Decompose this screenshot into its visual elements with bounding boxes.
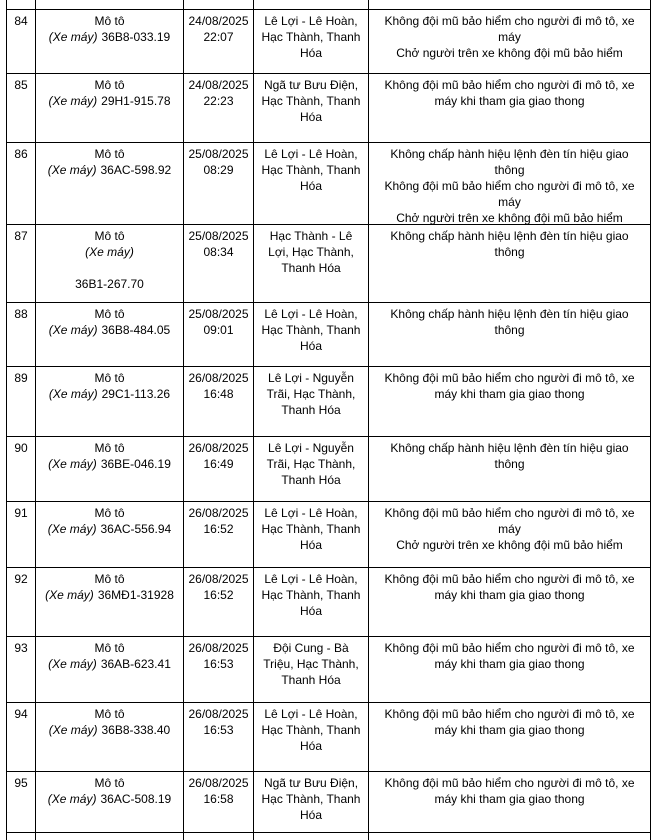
violation-date: 25/08/2025 (188, 229, 249, 243)
vehicle-type: Mô tô (94, 707, 125, 721)
violation-cell (368, 143, 651, 225)
vehicle-line2 (38, 322, 181, 338)
datetime-cell (183, 143, 253, 225)
vehicle-subtype: (Xe máy) (48, 723, 98, 737)
vehicle-line2 (38, 656, 181, 672)
vehicle-subtype: (Xe máy) (85, 245, 134, 259)
violations-table (6, 0, 651, 840)
datetime-cell (183, 367, 253, 437)
vehicle-line2 (38, 386, 181, 402)
violation-cell (368, 437, 651, 502)
violation-line: Không đội mũ bảo hiểm cho người đi mô tô, xe máy khi tham gia giao thong (384, 776, 635, 806)
vehicle-subtype: (Xe máy) (48, 323, 98, 337)
violation-cell (368, 637, 651, 703)
datetime-cell (183, 225, 253, 303)
row-number: 92 (6, 568, 35, 637)
vehicle-type: Mô tô (94, 641, 125, 655)
partial-row-top (6, 0, 651, 10)
violation-line: Không đội mũ bảo hiểm cho người đi mô tô, xe máy khi tham gia giao thong (384, 641, 635, 671)
vehicle-line2 (38, 162, 181, 178)
vehicle-plate-block: 36B1-267.70 (75, 277, 144, 291)
location-cell: Lê Lợi - Lê Hoàn, Hạc Thành, Thanh Hóa (253, 703, 368, 772)
vehicle-cell (35, 502, 183, 568)
row-number: 91 (6, 502, 35, 568)
violation-line: Không chấp hành hiệu lệnh đèn tín hiệu giao thông (390, 307, 629, 337)
vehicle-line2 (38, 722, 181, 738)
vehicle-gap (38, 260, 181, 276)
vehicle-subtype: (Xe máy) (47, 522, 97, 536)
vehicle-subtype: (Xe máy) (48, 30, 98, 44)
violation-time: 08:34 (203, 245, 234, 259)
vehicle-plate: 36B8-338.40 (101, 723, 171, 737)
table-row (6, 502, 651, 568)
violation-cell (368, 703, 651, 772)
location-cell: Lê Lợi - Lê Hoàn, Hạc Thành, Thanh Hóa (253, 10, 368, 74)
partial-cell (368, 833, 651, 840)
vehicle-plate: 36AC-556.94 (100, 522, 172, 536)
datetime-cell (183, 437, 253, 502)
violation-cell (368, 502, 651, 568)
vehicle-plate: 36MĐ1-31928 (97, 588, 174, 602)
vehicle-line2 (38, 521, 181, 537)
violation-date: 26/08/2025 (188, 641, 249, 655)
location-cell: Ngã tư Bưu Điện, Hạc Thành, Thanh Hóa (253, 74, 368, 143)
table-row (6, 637, 651, 703)
violation-date: 26/08/2025 (188, 707, 249, 721)
vehicle-subtype: (Xe máy) (47, 163, 97, 177)
vehicle-cell (35, 74, 183, 143)
vehicle-subtype: (Xe máy) (48, 457, 97, 471)
violation-line: Không chấp hành hiệu lệnh đèn tín hiệu giao thông (390, 229, 629, 259)
datetime-cell (183, 502, 253, 568)
table-row (6, 10, 651, 74)
row-number: 88 (6, 303, 35, 367)
violation-line: Không đội mũ bảo hiểm cho người đi mô tô, xe máy (384, 506, 635, 536)
vehicle-subtype: (Xe máy) (48, 387, 98, 401)
location-cell: Lê Lợi - Nguyễn Trãi, Hạc Thành, Thanh Hóa (253, 437, 368, 502)
partial-cell (6, 0, 35, 10)
vehicle-subtype: (Xe máy) (47, 792, 97, 806)
vehicle-plate: 29C1-113.26 (101, 387, 171, 401)
vehicle-type: Mô tô (94, 14, 125, 28)
violation-line: Không đội mũ bảo hiểm cho người đi mô tô, xe máy khi tham gia giao thong (384, 371, 635, 401)
partial-cell (253, 0, 368, 10)
row-number: 95 (6, 772, 35, 833)
vehicle-plate: 36BE-046.19 (100, 457, 171, 471)
table-row (6, 772, 651, 833)
violation-cell (368, 568, 651, 637)
row-number: 85 (6, 74, 35, 143)
vehicle-cell (35, 437, 183, 502)
violation-time: 09:01 (203, 323, 234, 337)
row-number: 86 (6, 143, 35, 225)
vehicle-line2 (38, 244, 181, 260)
table-row (6, 367, 651, 437)
violation-cell (368, 74, 651, 143)
vehicle-plate: 36AC-508.19 (100, 792, 172, 806)
table-row (6, 703, 651, 772)
violation-time: 16:52 (203, 588, 234, 602)
row-number: 94 (6, 703, 35, 772)
violation-date: 24/08/2025 (188, 14, 249, 28)
violation-line: Không đội mũ bảo hiểm cho người đi mô tô, xe máy khi tham gia giao thong (384, 707, 635, 737)
violation-date: 26/08/2025 (188, 506, 249, 520)
row-number: 87 (6, 225, 35, 303)
violation-line: Không đội mũ bảo hiểm cho người đi mô tô, xe máy (384, 179, 635, 209)
vehicle-type: Mô tô (94, 776, 125, 790)
vehicle-type: Mô tô (94, 506, 125, 520)
vehicle-cell (35, 568, 183, 637)
violation-cell (368, 10, 651, 74)
vehicle-cell (35, 637, 183, 703)
partial-cell (183, 0, 253, 10)
row-number: 93 (6, 637, 35, 703)
table-row (6, 568, 651, 637)
vehicle-plate: 36B8-484.05 (101, 323, 171, 337)
violation-time: 22:23 (203, 94, 234, 108)
violation-date: 26/08/2025 (188, 572, 249, 586)
partial-cell (253, 833, 368, 840)
vehicle-type: Mô tô (94, 147, 125, 161)
vehicle-subtype: (Xe máy) (48, 657, 97, 671)
vehicle-line2 (38, 587, 181, 603)
row-number: 84 (6, 10, 35, 74)
vehicle-subtype: (Xe máy) (45, 588, 94, 602)
datetime-cell (183, 74, 253, 143)
partial-cell (35, 0, 183, 10)
row-number: 89 (6, 367, 35, 437)
table-row (6, 143, 651, 225)
location-cell: Đội Cung - Bà Triệu, Hạc Thành, Thanh Hóa (253, 637, 368, 703)
violation-date: 24/08/2025 (188, 78, 249, 92)
vehicle-type: Mô tô (94, 78, 125, 92)
vehicle-cell (35, 10, 183, 74)
partial-cell (6, 833, 35, 840)
vehicle-cell (35, 772, 183, 833)
vehicle-type: Mô tô (94, 371, 125, 385)
vehicle-cell (35, 303, 183, 367)
partial-cell (368, 0, 651, 10)
violation-date: 26/08/2025 (188, 441, 249, 455)
violation-time: 16:52 (203, 522, 234, 536)
datetime-cell (183, 703, 253, 772)
vehicle-line2 (38, 791, 181, 807)
location-cell: Hạc Thành - Lê Lợi, Hạc Thành, Thanh Hóa (253, 225, 368, 303)
violation-date: 25/08/2025 (188, 307, 249, 321)
violation-time: 08:29 (203, 163, 234, 177)
location-cell: Lê Lợi - Lê Hoàn, Hạc Thành, Thanh Hóa (253, 143, 368, 225)
violation-date: 26/08/2025 (188, 776, 249, 790)
violation-time: 16:58 (203, 792, 234, 806)
vehicle-type: Mô tô (94, 441, 125, 455)
violation-cell (368, 772, 651, 833)
violation-time: 22:07 (203, 30, 234, 44)
table-row (6, 303, 651, 367)
vehicle-subtype: (Xe máy) (48, 94, 98, 108)
violation-line: Chở người trên xe không đội mũ bảo hiểm (396, 538, 623, 552)
datetime-cell (183, 772, 253, 833)
vehicle-type: Mô tô (94, 229, 125, 243)
vehicle-line2 (38, 93, 181, 109)
violation-time: 16:49 (203, 457, 234, 471)
vehicle-line2 (38, 456, 181, 472)
datetime-cell (183, 10, 253, 74)
table-row (6, 74, 651, 143)
location-cell: Lê Lợi - Nguyễn Trãi, Hạc Thành, Thanh Hóa (253, 367, 368, 437)
violation-cell (368, 367, 651, 437)
vehicle-type: Mô tô (94, 307, 125, 321)
datetime-cell (183, 303, 253, 367)
violation-date: 26/08/2025 (188, 371, 249, 385)
vehicle-plate: 36B8-033.19 (101, 30, 171, 44)
violation-line: Không đội mũ bảo hiểm cho người đi mô tô, xe máy khi tham gia giao thong (384, 572, 635, 602)
vehicle-cell (35, 367, 183, 437)
vehicle-plate: 36AB-623.41 (100, 657, 171, 671)
vehicle-type: Mô tô (94, 572, 125, 586)
partial-row-bottom (6, 833, 651, 840)
location-cell: Lê Lợi - Lê Hoàn, Hạc Thành, Thanh Hóa (253, 568, 368, 637)
vehicle-line2 (38, 29, 181, 45)
partial-cell (35, 833, 183, 840)
violation-line: Chở người trên xe không đội mũ bảo hiểm (396, 46, 623, 60)
violation-line: Chở người trên xe không đội mũ bảo hiểm (396, 211, 623, 225)
violation-time: 16:48 (203, 387, 234, 401)
location-cell: Ngã tư Bưu Điện, Hạc Thành, Thanh Hóa (253, 772, 368, 833)
violation-cell (368, 303, 651, 367)
violation-time: 16:53 (203, 657, 234, 671)
vehicle-cell (35, 143, 183, 225)
datetime-cell (183, 637, 253, 703)
violation-line: Không đội mũ bảo hiểm cho người đi mô tô, xe máy khi tham gia giao thong (384, 78, 635, 108)
violation-line: Không chấp hành hiệu lệnh đèn tín hiệu giao thông (390, 441, 629, 471)
row-number: 90 (6, 437, 35, 502)
violation-date: 25/08/2025 (188, 147, 249, 161)
location-cell: Lê Lợi - Lê Hoàn, Hạc Thành, Thanh Hóa (253, 303, 368, 367)
location-cell: Lê Lợi - Lê Hoàn, Hạc Thành, Thanh Hóa (253, 502, 368, 568)
table-row (6, 437, 651, 502)
vehicle-plate: 29H1-915.78 (101, 94, 171, 108)
violation-time: 16:53 (203, 723, 234, 737)
vehicle-cell (35, 703, 183, 772)
datetime-cell (183, 568, 253, 637)
violation-cell (368, 225, 651, 303)
vehicle-plate: 36AC-598.92 (100, 163, 172, 177)
violation-line: Không chấp hành hiệu lệnh đèn tín hiệu giao thông (390, 147, 629, 177)
table-row (6, 225, 651, 303)
vehicle-cell (35, 225, 183, 303)
violation-line: Không đội mũ bảo hiểm cho người đi mô tô, xe máy (384, 14, 635, 44)
partial-cell (183, 833, 253, 840)
